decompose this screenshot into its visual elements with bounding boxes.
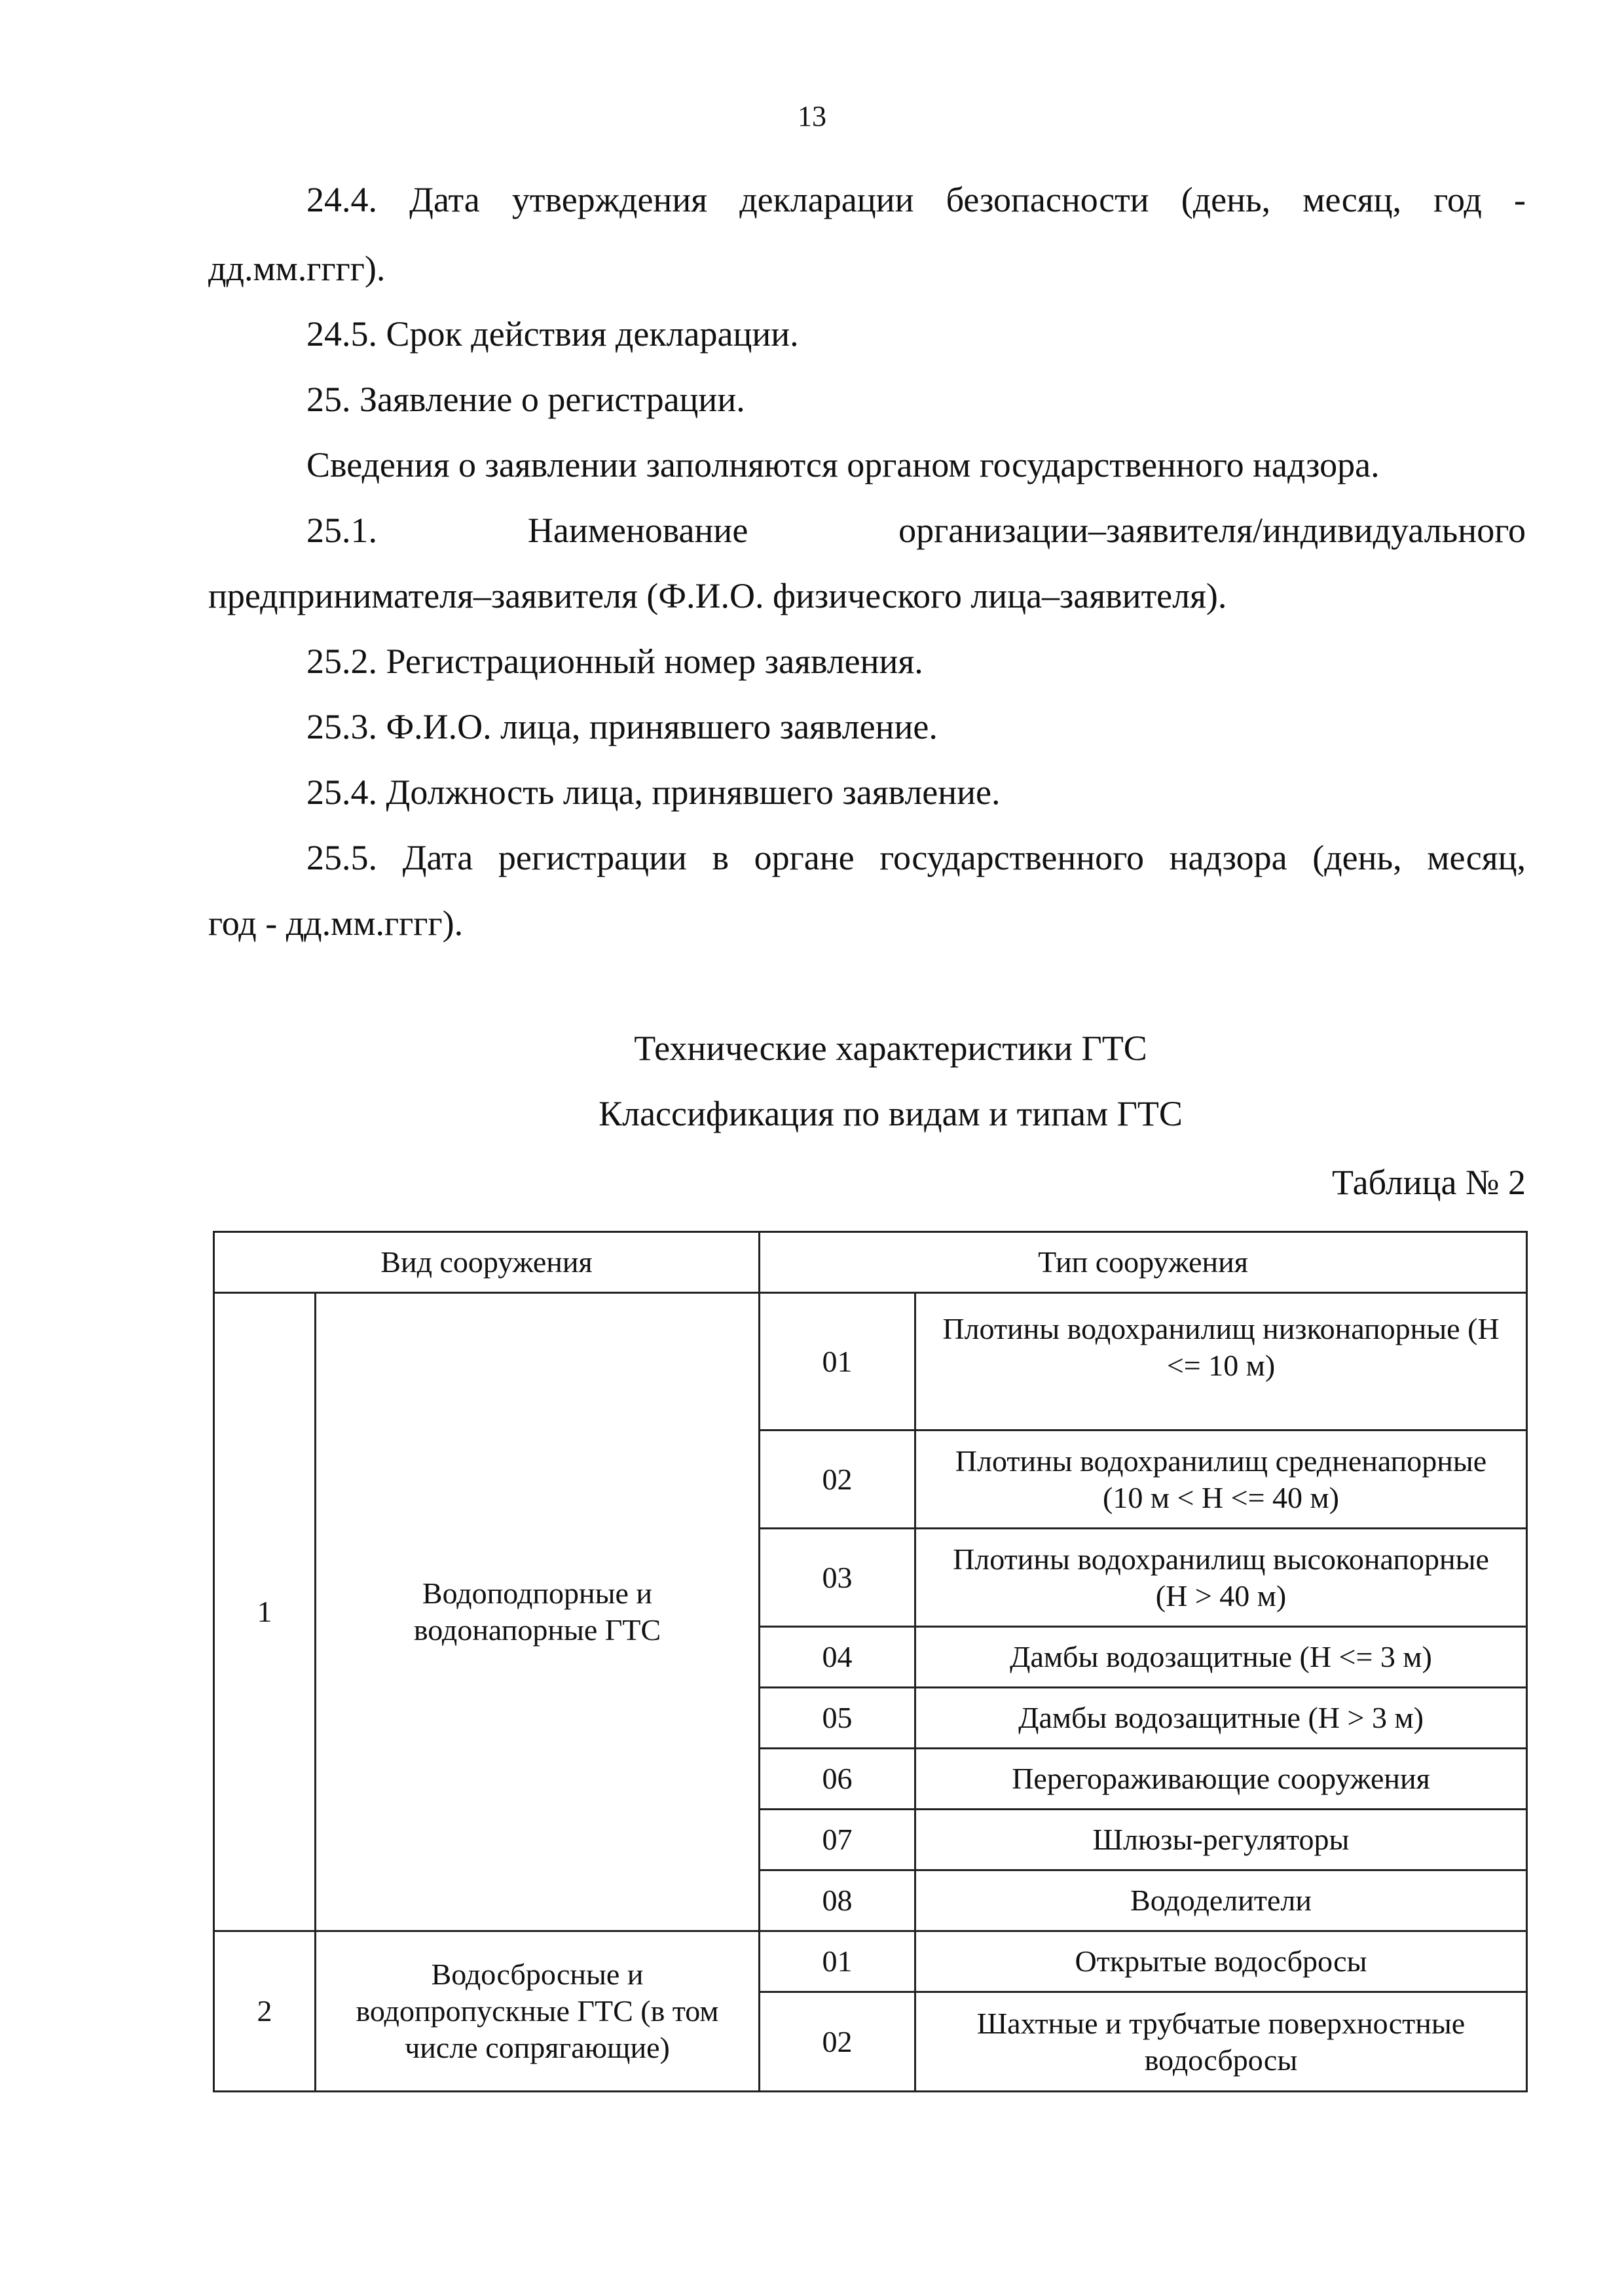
type-code: 01: [760, 1931, 915, 1992]
paragraph-25-1-line1: 25.1. Наименование организации–заявителя/индивидуального: [306, 511, 1526, 550]
section-subtitle: Классификация по видам и типам ГТС: [599, 1094, 1183, 1133]
table-header-row: [214, 1232, 1527, 1293]
group-kind: Водоподпорные и водонапорные ГТС: [316, 1293, 760, 1931]
classification-table: [213, 1231, 1528, 2092]
paragraph-25-4: 25.4. Должность лица, принявшего заявление.: [306, 773, 1001, 812]
paragraph-25: 25. Заявление о регистрации.: [306, 380, 745, 419]
paragraph-24-4-line2: дд.мм.гггг).: [208, 249, 386, 288]
group-number: 2: [214, 1931, 316, 2092]
section-title: Технические характеристики ГТС: [634, 1029, 1147, 1068]
type-code: 02: [760, 1430, 915, 1529]
type-code: 05: [760, 1688, 915, 1749]
type-code: 02: [760, 1992, 915, 2092]
type-code: 07: [760, 1810, 915, 1870]
type-name: Вододелители: [915, 1870, 1527, 1931]
group-kind: Водосбросные и водопропускные ГТС (в том числе сопрягающие): [316, 1931, 760, 2092]
table-row: [214, 1931, 1527, 1992]
type-name: Плотины водохранилищ низконапорные (Н <= 10 м): [915, 1293, 1527, 1430]
paragraph-25-3: 25.3. Ф.И.О. лица, принявшего заявление.: [306, 707, 938, 746]
paragraph-24-5: 24.5. Срок действия декларации.: [306, 314, 799, 354]
paragraph-25-1-line2: предпринимателя–заявителя (Ф.И.О. физического лица–заявителя).: [208, 576, 1227, 615]
type-name: Плотины водохранилищ высоконапорные (Н > 40 м): [915, 1529, 1527, 1627]
paragraph-25-5-line2: год - дд.мм.гггг).: [208, 903, 464, 943]
paragraph-25-2: 25.2. Регистрационный номер заявления.: [306, 642, 923, 681]
type-name: Шахтные и трубчатые поверхностные водосбросы: [915, 1992, 1527, 2092]
type-name: Дамбы водозащитные (Н <= 3 м): [915, 1627, 1527, 1688]
paragraph-25-5-line1: 25.5. Дата регистрации в органе государственного надзора (день, месяц,: [306, 838, 1526, 877]
group-number: 1: [214, 1293, 316, 1931]
header-type: Тип сооружения: [760, 1232, 1527, 1293]
type-name: Перегораживающие сооружения: [915, 1749, 1527, 1810]
page-number: 13: [798, 100, 826, 132]
type-name: Шлюзы-регуляторы: [915, 1810, 1527, 1870]
type-name: Дамбы водозащитные (Н > 3 м): [915, 1688, 1527, 1749]
type-code: 06: [760, 1749, 915, 1810]
type-code: 03: [760, 1529, 915, 1627]
type-code: 08: [760, 1870, 915, 1931]
paragraph-25-intro: Сведения о заявлении заполняются органом государственного надзора.: [306, 445, 1380, 484]
table-row: [214, 1293, 1527, 1430]
type-name: Плотины водохранилищ средненапорные (10 м < Н <= 40 м): [915, 1430, 1527, 1529]
type-code: 04: [760, 1627, 915, 1688]
paragraph-24-4-line1: 24.4. Дата утверждения декларации безопасности (день, месяц, год -: [306, 180, 1526, 219]
table-caption: Таблица № 2: [1332, 1163, 1526, 1202]
type-name: Открытые водосбросы: [915, 1931, 1527, 1992]
type-code: 01: [760, 1293, 915, 1430]
header-kind: Вид сооружения: [214, 1232, 760, 1293]
